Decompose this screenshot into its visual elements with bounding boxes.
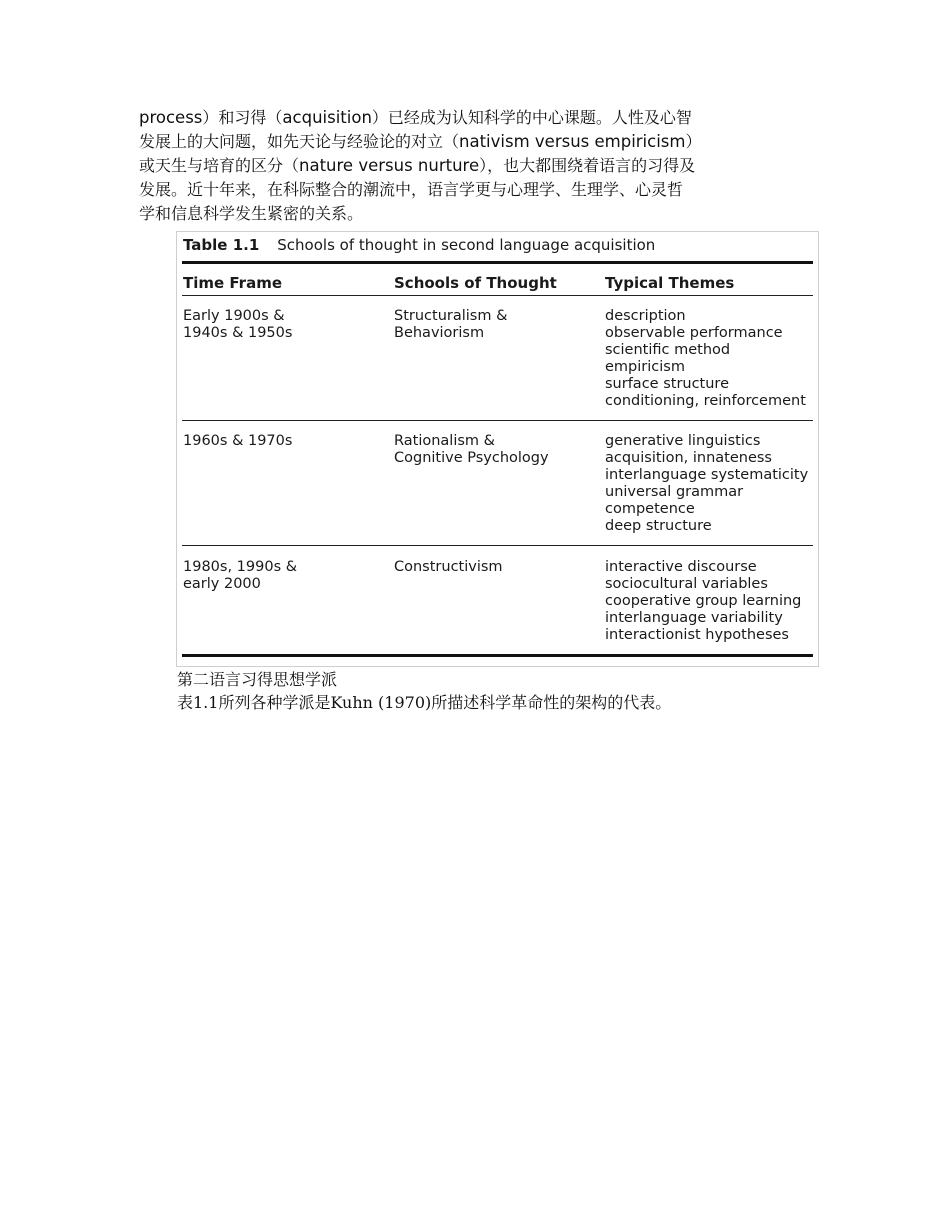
body-paragraph (139, 106, 789, 226)
table-title (183, 236, 655, 254)
paragraph-line: 或天生与培育的区分（nature versus nurture），也大都围绕着语言的习得及 (139, 156, 696, 175)
header-themes: Typical Themes (605, 274, 735, 292)
row1-time: Early 1900s & 1940s & 1950s (183, 308, 293, 341)
header-schools: Schools of Thought (394, 274, 557, 292)
row2-school: Rationalism & Cognitive Psychology (394, 433, 549, 466)
row3-themes: interactive discourse sociocultural variables cooperative group learning interlanguage variability interactionist hypotheses (605, 559, 802, 643)
paragraph-line: 发展。近十年来，在科际整合的潮流中，语言学更与心理学、生理学、心灵哲 (139, 180, 684, 199)
paragraph-line: 发展上的大问题，如先天论与经验论的对立（nativism versus empiricism） (139, 132, 702, 151)
row2-themes: generative linguistics acquisition, innateness interlanguage systematicity universal grammar competence deep structure (605, 433, 809, 534)
row2-time: 1960s & 1970s (183, 433, 293, 449)
table-top-rule (182, 261, 813, 264)
table-number: Table 1.1 (183, 236, 260, 254)
row3-school: Constructivism (394, 559, 503, 575)
row3-time: 1980s, 1990s & early 2000 (183, 559, 298, 592)
table-caption-chinese: 第二语言习得思想学派 (177, 670, 338, 689)
paragraph-line: 学和信息科学发生紧密的关系。 (139, 204, 364, 223)
table-caption-text: Schools of thought in second language acquisition (277, 236, 656, 254)
table-note: 表1.1所列各种学派是Kuhn (1970)所描述科学革命性的架构的代表。 (177, 693, 672, 712)
paragraph-line: process）和习得（acquisition）已经成为认知科学的中心课题。人性及心智 (139, 108, 692, 127)
row-divider (182, 545, 813, 546)
table-bottom-rule (182, 654, 813, 657)
row1-themes: description observable performance scientific method empiricism surface structure conditioning, reinforcement (605, 308, 806, 409)
table-image (176, 231, 819, 667)
row1-school: Structuralism & Behaviorism (394, 308, 508, 341)
row-divider (182, 420, 813, 421)
header-time-frame: Time Frame (183, 274, 283, 292)
header-rule (182, 295, 813, 296)
